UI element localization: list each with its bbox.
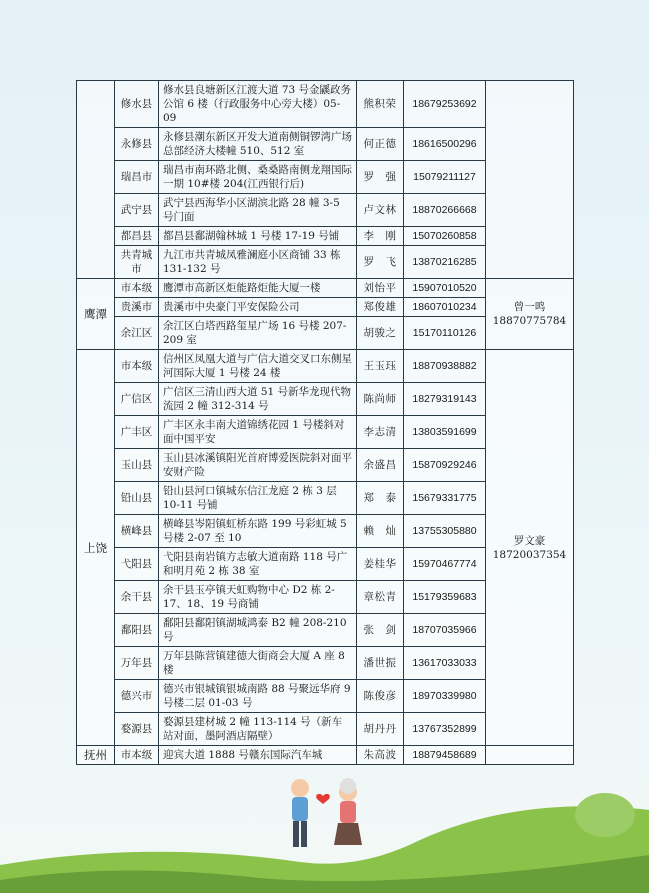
contact-name-cell: 章松青: [357, 581, 404, 614]
phone-cell: 18870266668: [404, 194, 486, 227]
table-row: [77, 350, 574, 383]
contact-name-cell: 罗 强: [357, 161, 404, 194]
county-cell: 广丰区: [115, 416, 159, 449]
phone-cell: 15079211127: [404, 161, 486, 194]
county-cell: 余干县: [115, 581, 159, 614]
contact-name-cell: 胡骏之: [357, 317, 404, 350]
contact-name-cell: 赖 灿: [357, 515, 404, 548]
address-cell: 鄱阳县鄱阳镇湖城鸿泰 B2 幢 208-210 号: [159, 614, 357, 647]
address-cell: 迎宾大道 1888 号赣东国际汽车城: [159, 746, 357, 765]
manager-name: 罗文豪: [513, 534, 546, 547]
county-cell: 市本级: [115, 350, 159, 383]
contact-name-cell: 熊积荣: [357, 81, 404, 128]
city-cell: 鹰潭: [77, 279, 115, 350]
table-row: [77, 746, 574, 765]
address-cell: 余干县玉亭镇天虹购物中心 D2 栋 2-17、18、19 号商铺: [159, 581, 357, 614]
contact-name-cell: 李志清: [357, 416, 404, 449]
address-cell: 德兴市银城镇银城南路 88 号聚远华府 9 号楼二层 01-03 号: [159, 680, 357, 713]
address-cell: 都昌县鄱湖翰林城 1 号楼 17-19 号铺: [159, 227, 357, 246]
manager-cell: [486, 279, 574, 350]
county-cell: 鄱阳县: [115, 614, 159, 647]
contact-table-wrapper: [76, 80, 573, 765]
contact-name-cell: 郑 泰: [357, 482, 404, 515]
address-cell: 修水县良塘新区江渡大道 73 号金鼷政务公馆 6 楼（行政服务中心旁大楼）05-09: [159, 81, 357, 128]
phone-cell: 15070260858: [404, 227, 486, 246]
contact-name-cell: 胡丹丹: [357, 713, 404, 746]
phone-cell: 15970467774: [404, 548, 486, 581]
phone-cell: 13617033033: [404, 647, 486, 680]
manager-phone: 18870775784: [492, 315, 567, 327]
table-row: [77, 81, 574, 128]
address-cell: 万年县陈营镇建德大街商会大厦 A 座 8 楼: [159, 647, 357, 680]
phone-cell: 15907010520: [404, 279, 486, 298]
county-cell: 德兴市: [115, 680, 159, 713]
contact-name-cell: 潘世振: [357, 647, 404, 680]
manager-cell: [486, 350, 574, 746]
contact-name-cell: 刘怡平: [357, 279, 404, 298]
manager-cell: [486, 81, 574, 279]
county-cell: 铅山县: [115, 482, 159, 515]
contact-name-cell: 陈俊彦: [357, 680, 404, 713]
phone-cell: 15179359683: [404, 581, 486, 614]
address-cell: 永修县潮东新区开发大道南侧铜锣湾广场总部经济大楼幢 510、512 室: [159, 128, 357, 161]
contact-name-cell: 余盛昌: [357, 449, 404, 482]
contact-name-cell: 何正德: [357, 128, 404, 161]
contact-name-cell: 卢文林: [357, 194, 404, 227]
table-row: [77, 279, 574, 298]
phone-cell: 18970339980: [404, 680, 486, 713]
city-cell: [77, 81, 115, 279]
address-cell: 余江区白塔西路玺星广场 16 号楼 207-209 室: [159, 317, 357, 350]
phone-cell: 18870938882: [404, 350, 486, 383]
phone-cell: 13803591699: [404, 416, 486, 449]
county-cell: 婺源县: [115, 713, 159, 746]
phone-cell: 13870216285: [404, 246, 486, 279]
county-cell: 广信区: [115, 383, 159, 416]
county-cell: 市本级: [115, 746, 159, 765]
city-cell: 上饶: [77, 350, 115, 746]
address-cell: 广信区三清山西大道 51 号新华龙现代物流园 2 幢 312-314 号: [159, 383, 357, 416]
county-cell: 横峰县: [115, 515, 159, 548]
phone-cell: 18707035966: [404, 614, 486, 647]
branch-contact-table: [76, 80, 574, 765]
county-cell: 贵溪市: [115, 298, 159, 317]
address-cell: 鹰潭市高新区炬能路炬能大厦一楼: [159, 279, 357, 298]
phone-cell: 15870929246: [404, 449, 486, 482]
address-cell: 铅山县河口镇城东信江龙庭 2 栋 3 层 10-11 号铺: [159, 482, 357, 515]
county-cell: 都昌县: [115, 227, 159, 246]
address-cell: 武宁县西海华小区湖滨北路 28 幢 3-5 号门面: [159, 194, 357, 227]
phone-cell: 15170110126: [404, 317, 486, 350]
county-cell: 弋阳县: [115, 548, 159, 581]
county-cell: 万年县: [115, 647, 159, 680]
address-cell: 九江市共青城凤雅澜庭小区商铺 33 栋 131-132 号: [159, 246, 357, 279]
county-cell: 余江区: [115, 317, 159, 350]
address-cell: 贵溪市中央豪门平安保险公司: [159, 298, 357, 317]
manager-cell: [486, 746, 574, 765]
contact-name-cell: 李 刚: [357, 227, 404, 246]
manager-name: 曾一鸣: [513, 301, 546, 313]
county-cell: 玉山县: [115, 449, 159, 482]
couple-figures: [291, 778, 362, 847]
county-cell: 永修县: [115, 128, 159, 161]
contact-name-cell: 王玉珏: [357, 350, 404, 383]
county-cell: 修水县: [115, 81, 159, 128]
county-cell: 共青城市: [115, 246, 159, 279]
address-cell: 玉山县冰溪镇阳光首府博爱医院斜对面平安财产险: [159, 449, 357, 482]
phone-cell: 18616500296: [404, 128, 486, 161]
phone-cell: 18879458689: [404, 746, 486, 765]
phone-cell: 13767352899: [404, 713, 486, 746]
address-cell: 信州区凤凰大道与广信大道交叉口东侧星河国际大厦 1 号楼 24 楼: [159, 350, 357, 383]
contact-name-cell: 陈尚师: [357, 383, 404, 416]
city-cell: 抚州: [77, 746, 115, 765]
county-cell: 瑞昌市: [115, 161, 159, 194]
contact-name-cell: 朱高波: [357, 746, 404, 765]
phone-cell: 18679253692: [404, 81, 486, 128]
address-cell: 广丰区永丰南大道锦绣花园 1 号楼斜对面中国平安: [159, 416, 357, 449]
county-cell: 市本级: [115, 279, 159, 298]
address-cell: 横峰县岑阳镇虹桥东路 199 号彩虹城 5 号楼 2-07 至 10: [159, 515, 357, 548]
address-cell: 婺源县建材城 2 幢 113-114 号（新车站对面，墨阿酒店隔壁）: [159, 713, 357, 746]
address-cell: 弋阳县南岩镇方志敏大道南路 118 号广和明月苑 2 栋 38 室: [159, 548, 357, 581]
county-cell: 武宁县: [115, 194, 159, 227]
contact-name-cell: 张 剑: [357, 614, 404, 647]
address-cell: 瑞昌市南环路北侧、桑桑路南侧龙翔国际一期 10#楼 204(江西银行后): [159, 161, 357, 194]
contact-name-cell: 罗 飞: [357, 246, 404, 279]
phone-cell: 18279319143: [404, 383, 486, 416]
phone-cell: 18607010234: [404, 298, 486, 317]
hills-illustration: [0, 770, 649, 893]
contact-name-cell: 郑俊雄: [357, 298, 404, 317]
phone-cell: 13755305880: [404, 515, 486, 548]
phone-cell: 15679331775: [404, 482, 486, 515]
manager-phone: 18720037354: [492, 548, 567, 561]
contact-name-cell: 姜桂华: [357, 548, 404, 581]
